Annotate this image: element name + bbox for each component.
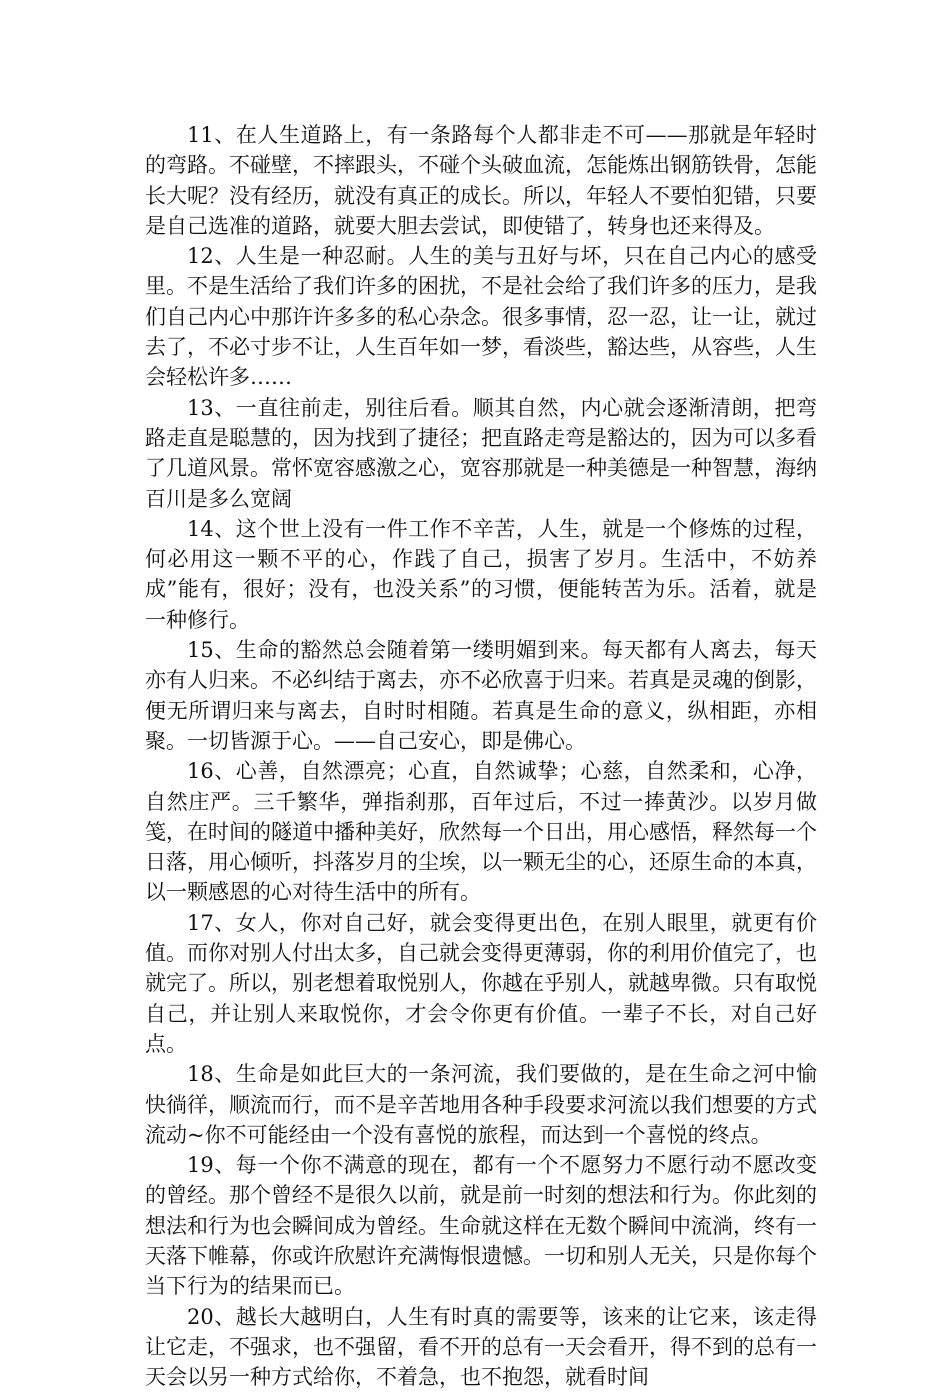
paragraph-14: 14、这个世上没有一件工作不辛苦，人生，就是一个修炼的过程，何必用这一颗不平的心，作践了自己，损害了岁月。生活中，不妨养成”能有，很好；没有，也没关系”的习惯，便能转苦为乐。活着，就是一种修行。: [145, 516, 817, 632]
paragraph-12: 12、人生是一种忍耐。人生的美与丑好与坏，只在自己内心的感受里。不是生活给了我们许多的困扰，不是社会给了我们许多的压力，是我们自己内心中那许许多多的私心杂念。很多事情，忍一忍，让一让，就过去了，不必寸步不让，人生百年如一梦，看淡些，豁达些，从容些，人生会轻松许多……: [145, 244, 817, 390]
paragraph-11: 11、在人生道路上，有一条路每个人都非走不可——那就是年轻时的弯路。不碰壁，不摔跟头，不碰个头破血流，怎能炼出钢筋铁骨，怎能长大呢？没有经历，就没有真正的成长。所以，年轻人不要怕犯错，只要是自己选准的道路，就要大胆去尝试，即使错了，转身也还来得及。: [145, 123, 817, 238]
paragraph-16: 16、心善，自然漂亮；心直，自然诚挚；心慈，自然柔和，心净，自然庄严。三千繁华，弹指刹那，百年过后，不过一捧黄沙。以岁月做笺，在时间的隧道中播种美好，欣然每一个日出，用心感悟，释然每一个日落，用心倾听，抖落岁月的尘埃，以一颗无尘的心，还原生命的本真，以一颗感恩的心对待生活中的所有。: [145, 759, 817, 905]
paragraph-15: 15、生命的豁然总会随着第一缕明媚到来。每天都有人离去，每天亦有人归来。不必纠结于离去，亦不必欣喜于归来。若真是灵魂的倒影，便无所谓归来与离去，自时时相随。若真是生命的意义，纵相距，亦相聚。一切皆源于心。——自己安心，即是佛心。: [145, 638, 817, 753]
document-page: [145, 120, 817, 1392]
paragraph-18: 18、生命是如此巨大的一条河流，我们要做的，是在生命之河中愉快徜徉，顺流而行，而不是辛苦地用各种手段要求河流以我们想要的方式流动~你不可能经由一个没有喜悦的旅程，而达到一个喜悦的终点。: [145, 1062, 817, 1147]
paragraph-13: 13、一直往前走，别往后看。顺其自然，内心就会逐渐清朗，把弯路走直是聪慧的，因为找到了捷径；把直路走弯是豁达的，因为可以多看了几道风景。常怀宽容感激之心，宽容那就是一种美德是一种智慧，海纳百川是多么宽阔: [145, 395, 817, 511]
paragraph-19: 19、每一个你不满意的现在，都有一个不愿努力不愿行动不愿改变的曾经。那个曾经不是很久以前，就是前一时刻的想法和行为。你此刻的想法和行为也会瞬间成为曾经。生命就这样在无数个瞬间中流淌，终有一天落下帷幕，你或许欣慰许充满悔恨遗憾。一切和别人无关，只是你每个当下行为的结果而已。: [145, 1153, 817, 1299]
paragraph-20: 20、越长大越明白，人生有时真的需要等，该来的让它来，该走得让它走，不强求，也不强留，看不开的总有一天会看开，得不到的总有一天会以另一种方式给你，不着急，也不抱怨，就看时间: [145, 1304, 817, 1390]
paragraph-17: 17、女人，你对自己好，就会变得更出色，在别人眼里，就更有价值。而你对别人付出太多，自己就会变得更薄弱，你的利用价值完了，也就完了。所以，别老想着取悦别人，你越在乎别人，就越卑微。只有取悦自己，并让别人来取悦你，才会令你更有价值。一辈子不长，对自己好点。: [145, 910, 817, 1056]
